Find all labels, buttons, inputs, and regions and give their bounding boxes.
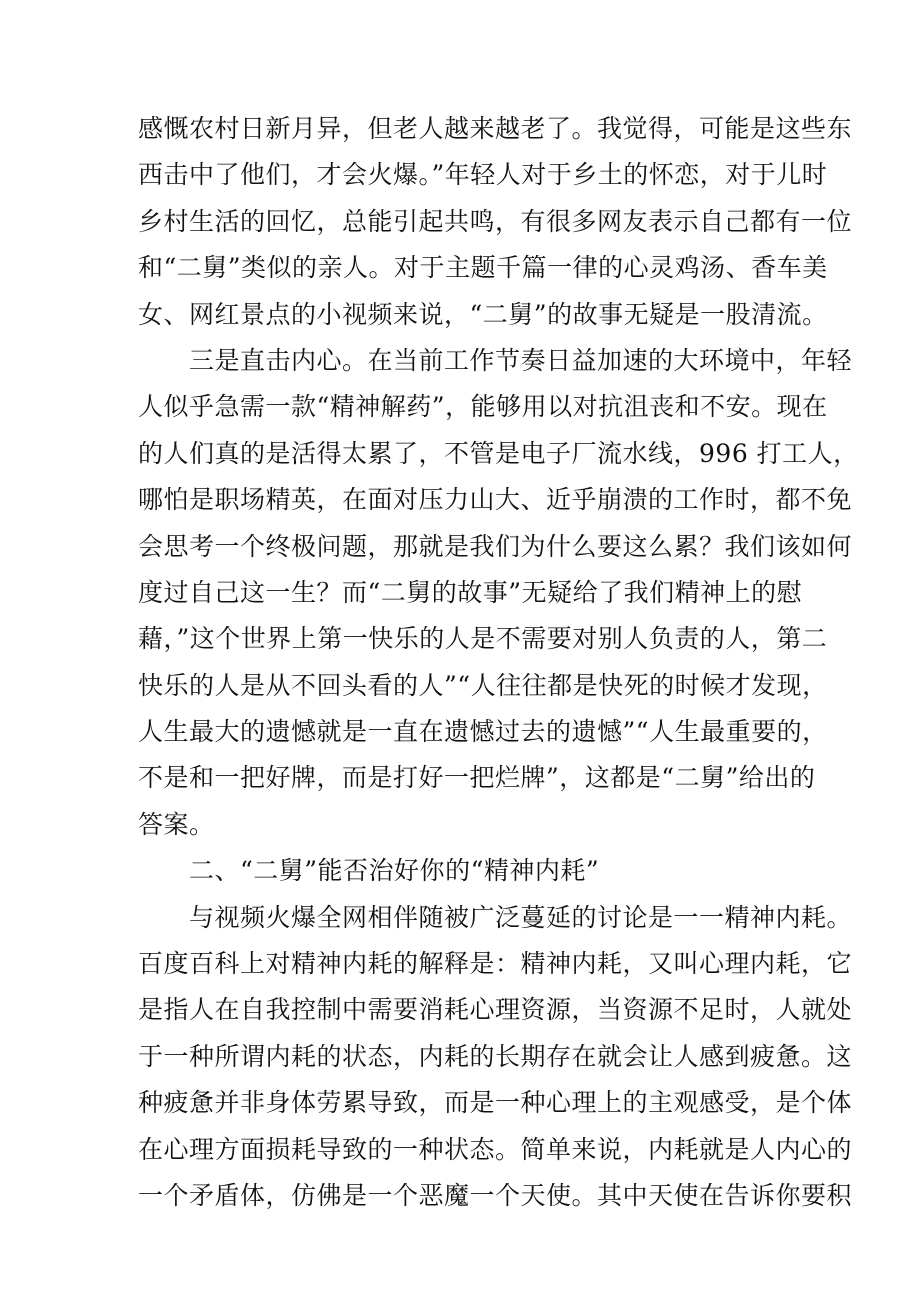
text-line: 种疲惫并非身体劳累导致，而是一种心理上的主观感受，是个体: [138, 1088, 853, 1118]
text-line: 女、网红景点的小视频来说，“二舅”的故事无疑是一股清流。: [138, 299, 828, 329]
section-heading: 二、“二舅”能否治好你的“精神内耗”: [138, 856, 600, 886]
text-line: 和“二舅”类似的亲人。对于主题千篇一律的心灵鸡汤、香车美: [138, 253, 828, 283]
text-line: 与视频火爆全网相伴随被广泛蔓延的讨论是一一精神内耗。: [138, 902, 853, 932]
text-line: 西击中了他们，才会火爆。”年轻人对于乡土的怀恋，对于儿时: [138, 160, 828, 190]
text-line: 的人们真的是活得太累了，不管是电子厂流水线，996 打工人，: [138, 438, 859, 468]
text-line: 不是和一把好牌，而是打好一把烂牌”，这都是“二舅”给出的: [138, 763, 816, 793]
text-line: 百度百科上对精神内耗的解释是：精神内耗，又叫心理内耗，它: [138, 949, 853, 979]
text-line: 度过自己这一生？而“二舅的故事”无疑给了我们精神上的慰: [138, 577, 803, 607]
text-line: 乡村生活的回忆，总能引起共鸣，有很多网友表示自己都有一位: [138, 206, 853, 236]
text-line: 快乐的人是从不回头看的人”“人往往都是快死的时候才发现，: [138, 670, 828, 700]
text-line: 于一种所谓内耗的状态，内耗的长期存在就会让人感到疲惫。这: [138, 1041, 853, 1071]
text-line: 藉，”这个世界上第一快乐的人是不需要对别人负责的人，第二: [138, 624, 828, 654]
text-line: 会思考一个终极问题，那就是我们为什么要这么累？我们该如何: [138, 531, 853, 561]
text-line: 一个矛盾体，仿佛是一个恶魔一个天使。其中天使在告诉你要积: [138, 1180, 853, 1210]
text-line: 三是直击内心。在当前工作节奏日益加速的大环境中，年轻: [138, 345, 853, 375]
text-line: 人似乎急需一款“精神解药”，能够用以对抗沮丧和不安。现在: [138, 392, 828, 422]
text-line: 人生最大的遗憾就是一直在遗憾过去的遗憾”“人生最重要的，: [138, 717, 828, 747]
body-text: [138, 106, 859, 1219]
text-line: 是指人在自我控制中需要消耗心理资源，当资源不足时，人就处: [138, 995, 853, 1025]
text-line: 在心理方面损耗导致的一种状态。简单来说，内耗就是人内心的: [138, 1134, 853, 1164]
text-line: 哪怕是职场精英，在面对压力山大、近乎崩溃的工作时，都不免: [138, 485, 853, 515]
text-line: 答案。: [138, 809, 215, 839]
text-line: 感慨农村日新月异，但老人越来越老了。我觉得，可能是这些东: [138, 114, 853, 143]
